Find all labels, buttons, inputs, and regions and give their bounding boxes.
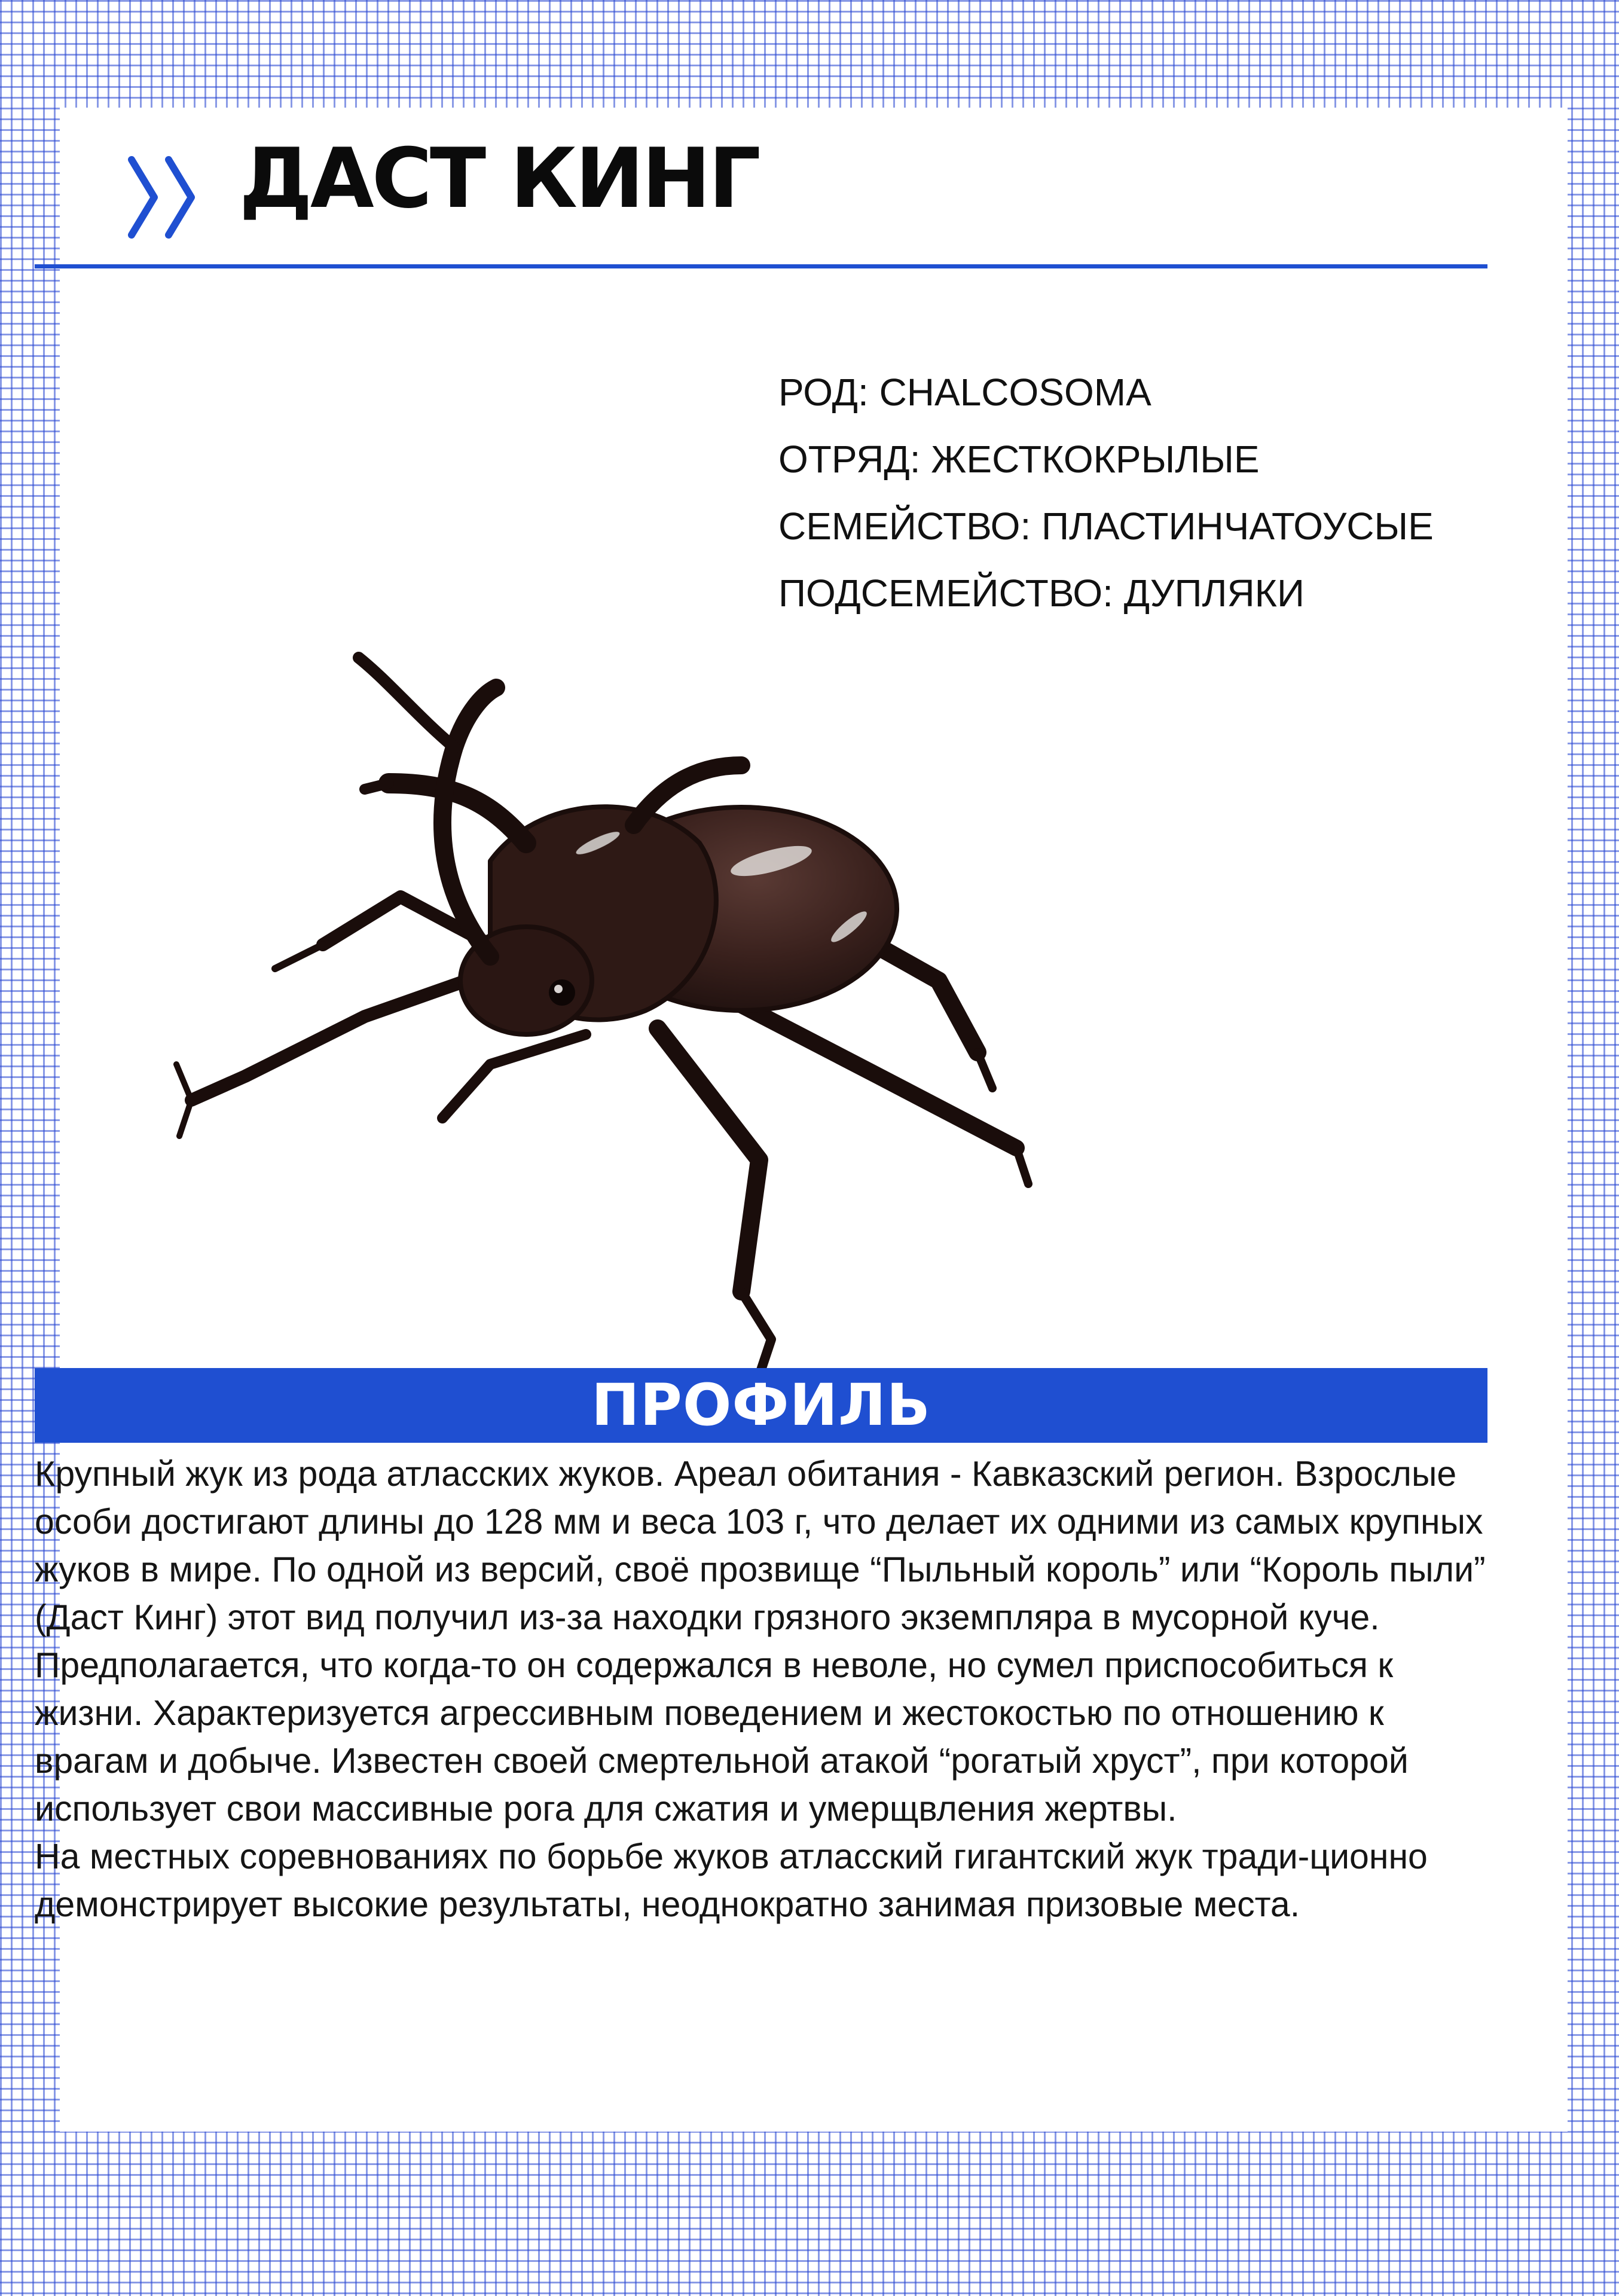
profile-paragraph: На местных соревнованиях по борьбе жуков атласский гигантский жук тради-ционно демонстрирует высокие результаты, неоднократно занимая призовые места. xyxy=(35,1837,1428,1924)
profile-description xyxy=(35,1450,1493,1928)
taxonomy-list xyxy=(778,359,1434,627)
taxonomy-order: ОТРЯД: ЖЕСТКОКРЫЛЫЕ xyxy=(778,438,1260,481)
page-title: ДАСТ КИНГ xyxy=(239,130,759,227)
rhinoceros-beetle-illustration xyxy=(108,646,1052,1435)
header-divider xyxy=(35,264,1487,268)
taxonomy-subfamily: ПОДСЕМЕЙСТВО: ДУПЛЯКИ xyxy=(778,572,1305,615)
double-chevron-right-icon xyxy=(126,152,209,242)
taxonomy-family: СЕМЕЙСТВО: ПЛАСТИНЧАТОУСЫЕ xyxy=(778,505,1434,548)
profile-paragraph: Крупный жук из рода атласских жуков. Ареал обитания - Кавказский регион. Взрослые особи достигают длины до 128 мм и веса 103 г, что делает их одними из самых крупных жуков в мире. По одной из версий, своё прозвище “Пыльный король” или “Король пыли” (Даст Кинг) этот вид получил из-за находки грязного экземпляра в мусорной куче. Предполагается, что когда-то он содержался в неволе, но сумел приспособиться к жизни. Характеризуется агрессивным поведением и жестокостью по отношению к врагам и добыче. Известен своей смертельной атакой “рогатый хруст”, при которой использует свои массивные рога для сжатия и умерщвления жертвы. xyxy=(35,1454,1486,1828)
taxonomy-genus: РОД: CHALCOSOMA xyxy=(778,371,1151,414)
profile-heading-bar xyxy=(35,1368,1487,1443)
profile-heading: ПРОФИЛЬ xyxy=(591,1372,931,1439)
